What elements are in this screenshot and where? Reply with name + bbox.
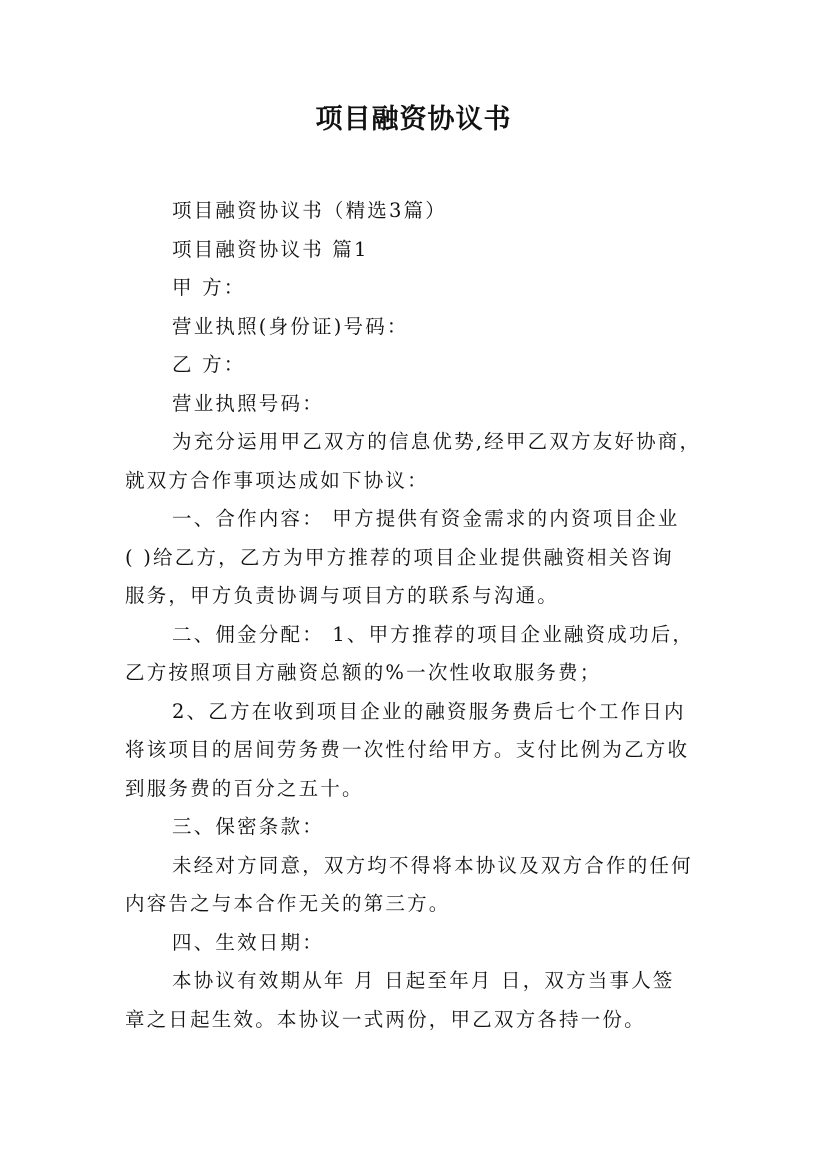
text-line: 章之日起生效。本协议一式两份，甲乙双方各持一份。 [125,1007,646,1031]
text-line: 服务，甲方负责协调与项目方的联系与沟通。 [125,584,560,607]
paragraph [125,808,705,847]
text-line: 项目融资协议书 篇1 [172,237,369,261]
text-line: ( )给乙方，乙方为甲方推荐的项目企业提供融资相关咨询 [125,545,674,569]
paragraph [125,500,705,616]
document-body [125,192,705,1039]
text-line: 将该项目的居间劳务费一次性付给甲方。支付比例为乙方收 [125,738,690,761]
text-line: 为充分运用甲乙双方的信息优势,经甲乙双方友好协商， [172,430,702,453]
text-line: 二、佣金分配： 1、甲方推荐的项目企业融资成功后， [172,622,695,646]
text-line: 2、乙方在收到项目企业的融资服务费后七个工作日内 [172,699,686,723]
paragraph [125,346,705,385]
text-line: 四、生效日期： [172,930,324,954]
paragraph [125,847,705,924]
paragraph [125,962,705,1039]
text-line: 项目融资协议书（精选3篇） [172,199,448,222]
text-line: 内容告之与本合作无关的第三方。 [125,892,451,915]
text-line: 乙 方： [172,353,246,376]
paragraph [125,231,705,270]
text-line: 到服务费的百分之五十。 [125,776,364,800]
text-line: 本协议有效期从年 月 日起至年月 日，双方当事人签 [172,969,675,992]
paragraph [125,423,705,500]
text-line: 营业执照号码： [172,391,324,415]
text-line: 一、合作内容： 甲方提供有资金需求的内资项目企业 [172,507,680,530]
text-line: 就双方合作事项达成如下协议： [125,468,429,492]
text-line: 营业执照(身份证)号码： [172,314,409,338]
text-line: 乙方按照项目方融资总额的%一次性收取服务费； [125,661,602,684]
paragraph [125,308,705,347]
document-title: 项目融资协议书 [315,104,512,135]
paragraph [125,192,705,231]
paragraph [125,269,705,308]
text-line: 未经对方同意，双方均不得将本协议及双方合作的任何 [172,853,693,877]
paragraph [125,385,705,424]
text-line: 三、保密条款： [172,815,324,838]
paragraph [125,616,705,693]
paragraph [125,924,705,963]
text-line: 甲 方： [172,276,246,299]
paragraph [125,693,705,809]
